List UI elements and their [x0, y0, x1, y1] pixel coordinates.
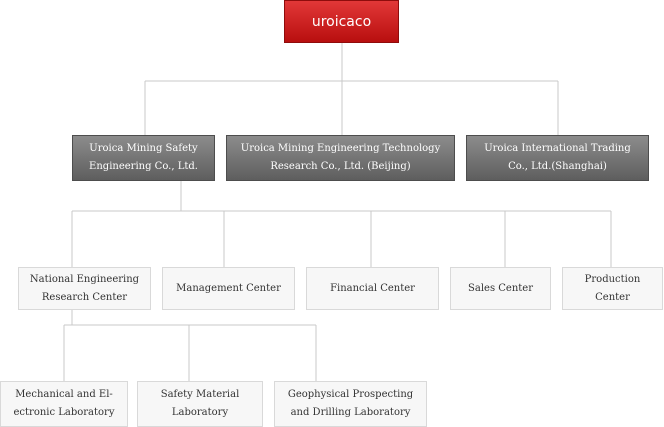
- root-node: uroicaco: [284, 0, 399, 43]
- lab-mechanical-electronic: Mechanical and El- ectronic Laboratory: [0, 381, 128, 427]
- company-international-trading: Uroica International Trading Co., Ltd.(Shanghai): [466, 135, 649, 181]
- lab-safety-material: Safety Material Laboratory: [137, 381, 263, 427]
- dept-management-center: Management Center: [162, 267, 295, 310]
- dept-national-engineering-research-center: National Engineering Research Center: [18, 267, 151, 310]
- dept-production-center: Production Center: [562, 267, 663, 310]
- dept-sales-center: Sales Center: [450, 267, 551, 310]
- company-mining-safety: Uroica Mining Safety Engineering Co., Ltd.: [72, 135, 215, 181]
- lab-geophysical-prospecting-drilling: Geophysical Prospecting and Drilling Laboratory: [274, 381, 427, 427]
- dept-financial-center: Financial Center: [306, 267, 439, 310]
- company-mining-engineering-tech: Uroica Mining Engineering Technology Research Co., Ltd. (Beijing): [226, 135, 455, 181]
